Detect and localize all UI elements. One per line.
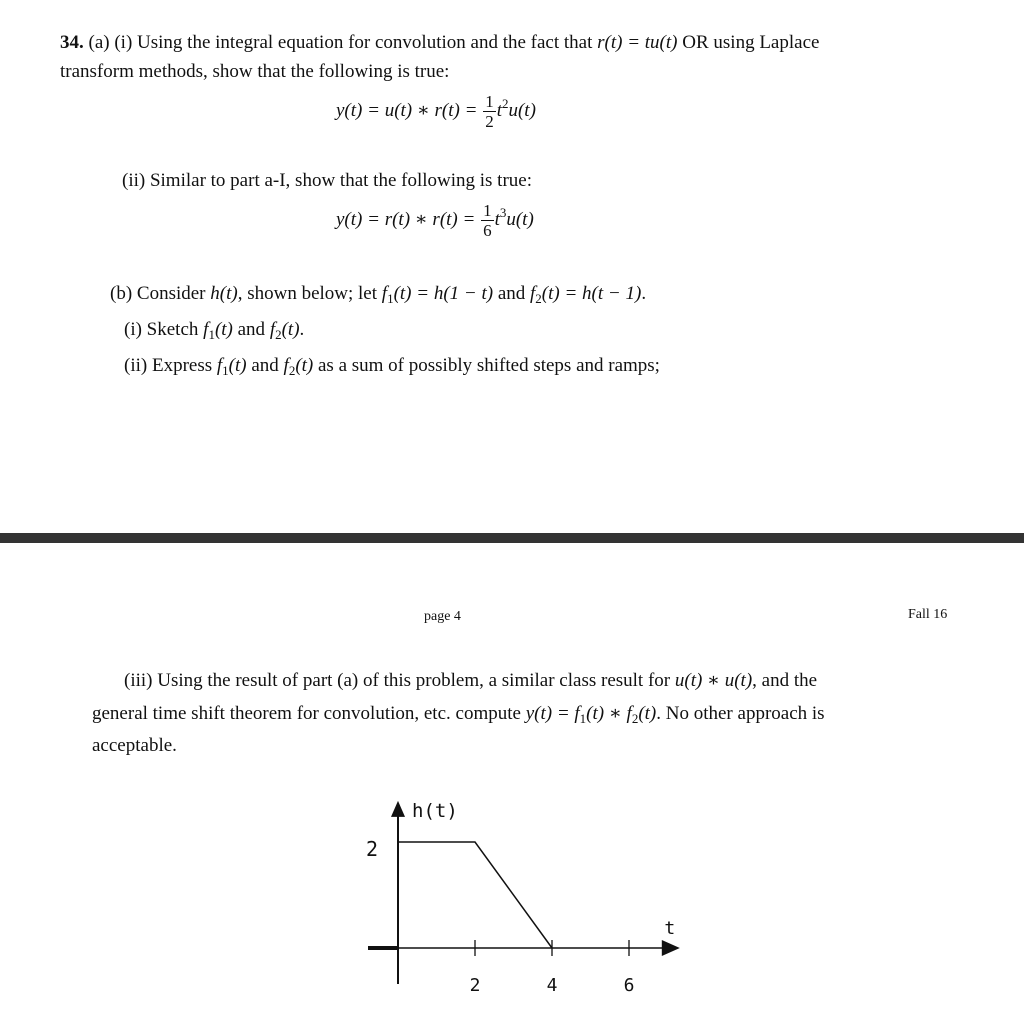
part-b-ii: (ii) Express $f_1(t)$ and $f_2(t)$ as a sum of possibly shifted steps and ramps; xyxy=(124,355,660,378)
part-iii-line-3: acceptable. xyxy=(92,735,177,756)
equation-1: y(t) = u(t) ∗ r(t) = $\frac{1}{2}$ $t^2u(t)$ xyxy=(336,92,536,131)
x-axis-label: t xyxy=(664,918,676,939)
part-b: (b) Consider h(t), shown below; let $f_1(t) = h(1 - t)$ and $f_2(t) = h(t - 1)$. xyxy=(110,283,647,306)
part-b-i: (i) Sketch $f_1(t)$ and $f_2(t)$. xyxy=(124,319,305,342)
h-of-t-graph xyxy=(330,770,730,1022)
series-line-h xyxy=(398,842,552,948)
problem-line-2: transform methods, show that the following is true: xyxy=(60,61,450,82)
part-iii-line-1: (iii) Using the result of part (a) of this problem, a similar class result for u(t) ∗ u(t), and the xyxy=(124,670,818,691)
problem-line-1: 34. (a) (i) Using the integral equation for convolution and the fact that r(t) = tu(t) OR using Laplace xyxy=(60,32,820,53)
y-axis-arrow xyxy=(391,801,405,817)
term-label: Fall 16 xyxy=(908,607,948,622)
fraction-1: $\frac{1}{2}$ xyxy=(485,92,494,131)
page-divider xyxy=(0,533,1024,543)
x-axis-arrow xyxy=(662,940,680,956)
chart-title: h(t) xyxy=(412,799,458,822)
fraction-2: $\frac{1}{6}$ xyxy=(483,201,492,240)
page-number: page 4 xyxy=(424,609,461,624)
x-tick-label: 4 xyxy=(546,975,558,996)
equation-2: y(t) = r(t) ∗ r(t) = $\frac{1}{6}$ $t^3u(t)$ xyxy=(336,201,534,240)
part-a-ii: (ii) Similar to part a-I, show that the following is true: xyxy=(122,170,533,191)
x-tick-label: 6 xyxy=(623,975,635,996)
y-tick-label: 2 xyxy=(365,837,379,861)
part-iii-line-2: general time shift theorem for convolution, etc. compute $y(t) = f_1(t)$ ∗ $f_2(t)$. No other approach is xyxy=(92,703,825,726)
x-tick-label: 2 xyxy=(469,975,481,996)
problem-number: 34. xyxy=(60,32,84,53)
